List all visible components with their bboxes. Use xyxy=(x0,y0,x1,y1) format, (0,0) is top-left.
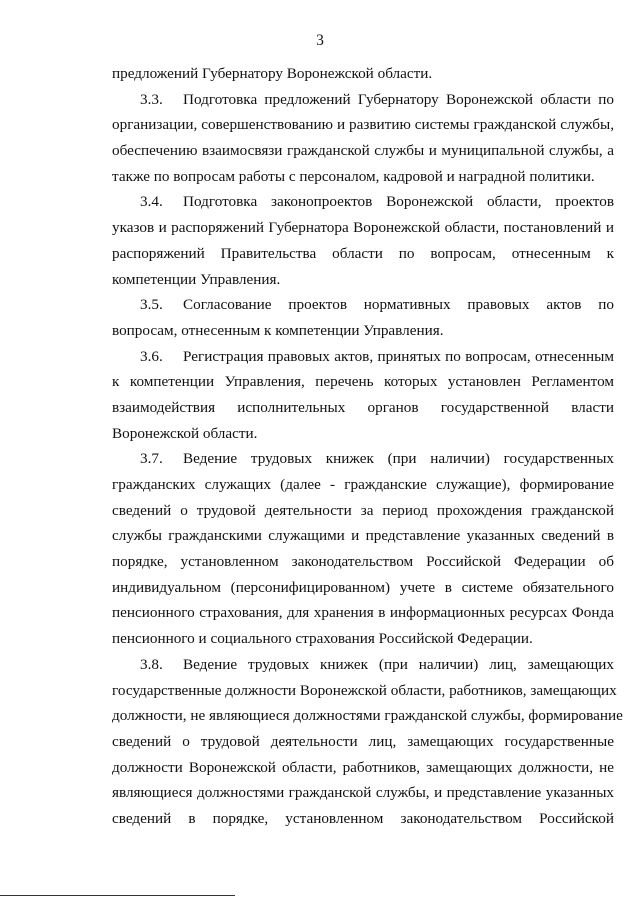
clause-paragraph xyxy=(112,87,614,190)
text-line: индивидуальном (персонифицированном) учете в системе обязательного xyxy=(112,578,614,596)
text-line: указов и распоряжений Губернатора Воронежской области, постановлений и xyxy=(112,219,614,237)
numbered-items xyxy=(112,87,623,832)
text-line: также по вопросам работы с персоналом, кадровой и наградной политики. xyxy=(112,167,595,185)
text-line: должности, не являющиеся должностями гражданской службы, формирование xyxy=(112,707,623,725)
clause-paragraph xyxy=(112,292,614,343)
text-line: службы гражданскими служащими и представление указанных сведений в xyxy=(112,527,614,545)
text-line: Воронежской области. xyxy=(112,424,258,442)
clause-text: Подготовка законопроектов Воронежской области, проектов xyxy=(183,193,614,211)
clause-number: 3.6. xyxy=(140,347,163,365)
text-line xyxy=(112,87,614,113)
text-line: распоряжений Правительства области по вопросам, отнесенным к xyxy=(112,244,614,262)
text-line: пенсионного страхования, для хранения в информационных ресурсах Фонда xyxy=(112,604,614,622)
clause-paragraph xyxy=(112,344,614,447)
text-line: вопросам, отнесенным к компетенции Управления. xyxy=(112,321,444,339)
clause-paragraph xyxy=(112,446,614,652)
clause-paragraph xyxy=(112,189,614,292)
clause-text: Ведение трудовых книжек (при наличии) государственных xyxy=(183,450,614,468)
clause-number: 3.5. xyxy=(140,296,163,314)
text-line: гражданских служащих (далее - гражданские служащие), формирование xyxy=(112,476,614,493)
text-line xyxy=(112,292,614,318)
clause-number: 3.4. xyxy=(140,193,163,211)
text-line: к компетенции Управления, перечень которых установлен Регламентом xyxy=(112,373,614,391)
text-line: государственные должности Воронежской области, работников, замещающих xyxy=(112,681,617,699)
clause-text: Регистрация правовых актов, принятых по вопросам, отнесенным xyxy=(183,347,614,365)
text-line xyxy=(112,344,614,370)
text-line xyxy=(112,189,614,215)
clause-text: Ведение трудовых книжек (при наличии) лиц, замещающих xyxy=(183,655,614,673)
text-line: организации, совершенствованию и развитию системы гражданской службы, xyxy=(112,116,614,134)
clause-paragraph xyxy=(112,652,623,832)
clause-text: Подготовка предложений Губернатору Воронежской области по xyxy=(183,90,614,108)
page-number: 3 xyxy=(316,32,324,49)
text-line: сведений в порядке, установленном законодательством Российской xyxy=(112,809,614,827)
document-body xyxy=(112,61,623,832)
clause-number: 3.7. xyxy=(140,450,163,468)
clause-text: Согласование проектов нормативных правовых актов по xyxy=(183,296,614,314)
paragraph-continuation: предложений Губернатору Воронежской области. xyxy=(112,65,433,82)
clause-number: 3.8. xyxy=(140,655,163,673)
text-line: сведений о трудовой деятельности лиц, замещающих государственные xyxy=(112,732,614,750)
text-line: должности Воронежской области, работников, замещающих должности, не xyxy=(112,758,614,776)
text-line: пенсионного и социального страхования Российской Федерации. xyxy=(112,630,533,648)
text-line: компетенции Управления. xyxy=(112,270,281,288)
text-line: являющиеся должностями гражданской службы, и представление указанных xyxy=(112,784,614,802)
text-line: порядке, установленном законодательством Российской Федерации об xyxy=(112,553,614,571)
text-line: взаимодействия исполнительных органов государственной власти xyxy=(112,398,614,416)
text-line xyxy=(112,652,614,678)
footer-rule xyxy=(0,895,235,896)
text-line xyxy=(112,446,614,472)
text-line: сведений о трудовой деятельности за период прохождения гражданской xyxy=(112,501,614,519)
clause-number: 3.3. xyxy=(140,90,163,108)
text-line: обеспечению взаимосвязи гражданской службы и муниципальной службы, а xyxy=(112,142,614,160)
